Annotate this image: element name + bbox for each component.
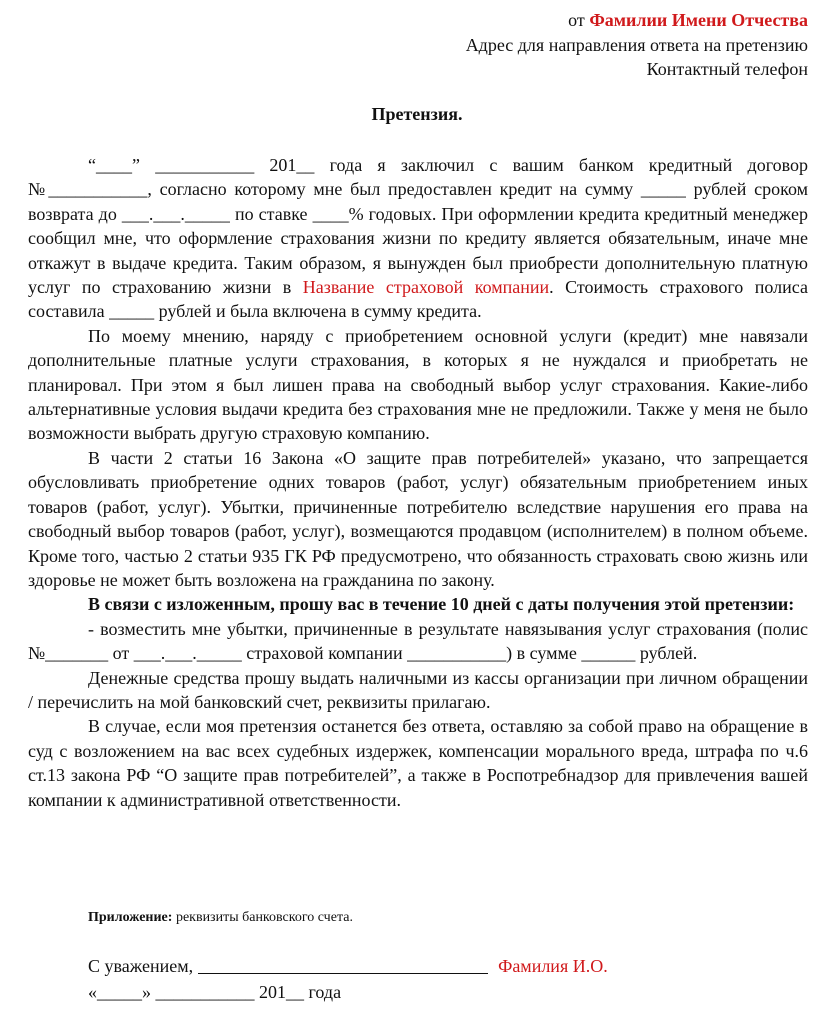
attachment-label: Приложение: (88, 910, 173, 925)
paragraph-contract-text-b: . Стоимость страхового полиса составила _____ рублей и была включена в сумму кредита. (28, 277, 808, 322)
signature-line (88, 953, 608, 979)
signature-blank (198, 955, 488, 974)
paragraph-payment-method: Денежные средства прошу выдать наличными из кассы организации при личном обращении / перечислить на мой банковский счет, реквизиты прилагаю. (28, 667, 808, 712)
sender-block (466, 8, 808, 82)
signer-name: Фамилия И.О. (498, 956, 608, 976)
document-title: Претензия. (371, 104, 463, 124)
attachment-text: реквизиты банковского счета. (172, 910, 353, 925)
paragraph-law-reference: В части 2 статьи 16 Закона «О защите прав потребителей» указано, что запрещается обусловливать приобретение одних товаров (работ, услуг) обязательным приобретением иных товаров (работ, услуг). Убытки, причиненные потребителю вследствие нарушения его права на свободный выбор товаров (работ, услуг), возмещаются продавцом (исполнителем) в полном объеме. Кроме того, частью 2 статьи 935 ГК РФ предусмотрено, что обязанность страховать свою жизнь или здоровье не может быть возложена на гражданина по закону. (28, 447, 808, 590)
sender-name-line (466, 8, 808, 33)
regards-text: С уважением, (88, 956, 194, 976)
sender-address: Адрес для направления ответа на претензию (465, 34, 808, 55)
paragraph-request: В связи с изложенным, прошу вас в течение 10 дней с даты получения этой претензии: (88, 594, 795, 615)
insurance-company-name: Название страховой компании (302, 277, 550, 298)
paragraph-imposed-services: По моему мнению, наряду с приобретением основной услуги (кредит) мне навязали дополнительные платные услуги страхования, в которых я не нуждался и приобретать не планировал. При этом я был лишен права на свободный выбор услуг страхования. Какие-либо альтернативные условия выдачи кредита без страхования мне не предложили. Также у меня не было возможности выбрать другую страховую компанию. (28, 325, 808, 444)
from-prefix: от (568, 10, 585, 30)
paragraph-contract (28, 153, 808, 324)
paragraph-court-warning: В случае, если моя претензия останется без ответа, оставляю за собой право на обращение в суд с возложением на вас всех судебных издержек, компенсации морального вреда, штрафа по ч.6 ст.13 закона РФ “О защите прав потребителей”, а также в Роспотребнадзор для привлечения вашей компании к административной ответственности. (28, 716, 808, 810)
sender-phone: Контактный телефон (646, 59, 808, 79)
attachment-line (88, 910, 353, 926)
document-body (28, 153, 808, 812)
paragraph-compensation: - возместить мне убытки, причиненные в результате навязывания услуг страхования (полис №_______ от ___.___._____ страховой компании ___________) в сумме ______ рублей. (28, 618, 808, 664)
paragraph-contract-text-a: “____” ___________ 201__ года я заключил с вашим банком кредитный договор №___________, согласно которому мне был предоставлен кредит на сумму _____ рублей сроком возврата до ___.___._____ по ставке ____% годовых. При оформлении кредита кредитный менеджер сообщил мне, что оформление страхования жизни по кредиту является обязательным, иначе мне откажут в выдаче кредита. Таким образом, я вынужден был приобрести дополнительную платную услуг по страхованию жизни в (28, 155, 808, 298)
date-day: «_____» (88, 982, 151, 1002)
signature-block (88, 953, 608, 1005)
date-month: ___________ (155, 982, 255, 1002)
sender-name: Фамилии Имени Отчества (589, 10, 808, 30)
date-year: 201__ года (259, 982, 342, 1002)
date-line (88, 979, 608, 1005)
